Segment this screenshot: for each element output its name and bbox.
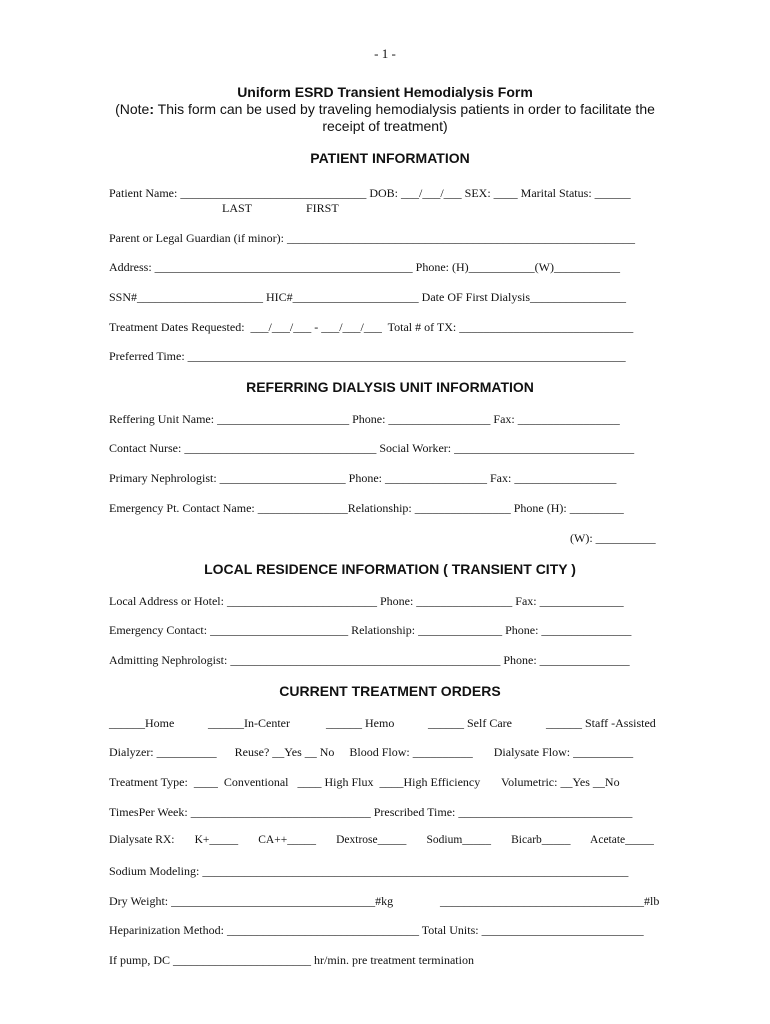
dry-weight-kg-row[interactable]: Dry Weight: __________________________________#kg <box>109 894 394 908</box>
patient-name-row[interactable]: Patient Name: _______________________________ DOB: ___/___/___ SEX: ____ Marital Status: ______ <box>109 186 631 200</box>
modality-hemo[interactable]: ______ Hemo <box>326 716 395 730</box>
referring-unit-row[interactable]: Reffering Unit Name: ______________________ Phone: _________________ Fax: _________________ <box>109 412 620 426</box>
note-colon: : <box>149 101 154 117</box>
treatment-type-row[interactable]: Treatment Type: ____ Conventional ____ High Flux ____High Efficiency Volumetric: __Yes __No <box>109 775 620 789</box>
guardian-row[interactable]: Parent or Legal Guardian (if minor): __________________________________________________________ <box>109 231 635 245</box>
label-last: LAST <box>222 201 252 215</box>
heparinization-row[interactable]: Heparinization Method: ________________________________ Total Units: ___________________________ <box>109 923 644 937</box>
referring-unit-heading: REFERRING DIALYSIS UNIT INFORMATION <box>246 379 534 395</box>
modality-staff-assisted[interactable]: ______ Staff -Assisted <box>546 716 656 730</box>
note-prefix: (Note <box>115 101 150 117</box>
form-title: Uniform ESRD Transient Hemodialysis Form <box>237 84 533 100</box>
contact-nurse-row[interactable]: Contact Nurse: ________________________________ Social Worker: ______________________________ <box>109 441 635 455</box>
pump-dc-row[interactable]: If pump, DC _______________________ hr/min. pre treatment termination <box>109 953 474 967</box>
local-residence-heading: LOCAL RESIDENCE INFORMATION ( TRANSIENT CITY ) <box>204 561 576 577</box>
form-note <box>110 101 660 135</box>
page-number: - 1 - <box>374 46 396 61</box>
local-emergency-row[interactable]: Emergency Contact: _______________________ Relationship: ______________ Phone: _______________ <box>109 623 632 637</box>
work-phone-row[interactable]: (W): __________ <box>570 531 656 545</box>
modality-in-center[interactable]: ______In-Center <box>208 716 290 730</box>
address-row[interactable]: Address: ___________________________________________ Phone: (H)___________(W)___________ <box>109 260 620 274</box>
local-address-row[interactable]: Local Address or Hotel: _________________________ Phone: ________________ Fax: ______________ <box>109 594 624 608</box>
dry-weight-lb-field[interactable]: __________________________________#lb <box>440 894 660 908</box>
sodium-modeling-row[interactable]: Sodium Modeling: _______________________________________________________________________ <box>109 864 629 878</box>
dialysate-rx-row[interactable]: Dialysate RX: K+_____ CA++_____ Dextrose_____ Sodium_____ Bicarb_____ Acetate_____ <box>109 834 654 846</box>
patient-info-heading: PATIENT INFORMATION <box>310 150 470 166</box>
treatment-orders-heading: CURRENT TREATMENT ORDERS <box>279 683 501 699</box>
preferred-time-row[interactable]: Preferred Time: _________________________________________________________________________ <box>109 349 626 363</box>
times-per-week-row[interactable]: TimesPer Week: ______________________________ Prescribed Time: _____________________________ <box>109 805 633 819</box>
label-first: FIRST <box>306 201 339 215</box>
treatment-dates-row[interactable]: Treatment Dates Requested: ___/___/___ - ___/___/___ Total # of TX: _____________________________ <box>109 320 634 334</box>
modality-self-care[interactable]: ______ Self Care <box>428 716 512 730</box>
primary-nephrologist-row[interactable]: Primary Nephrologist: _____________________ Phone: _________________ Fax: _________________ <box>109 471 617 485</box>
emergency-contact-row[interactable]: Emergency Pt. Contact Name: _______________Relationship: ________________ Phone (H): _________ <box>109 501 624 515</box>
modality-home[interactable]: ______Home <box>109 716 175 730</box>
note-text: This form can be used by traveling hemodialysis patients in order to facilitate the receipt of treatment) <box>154 101 655 134</box>
ssn-row[interactable]: SSN#_____________________ HIC#_____________________ Date OF First Dialysis________________ <box>109 290 627 304</box>
admitting-nephrologist-row[interactable]: Admitting Nephrologist: _____________________________________________ Phone: _______________ <box>109 653 630 667</box>
dialyzer-row[interactable]: Dialyzer: __________ Reuse? __Yes __ No Blood Flow: __________ Dialysate Flow: __________ <box>109 745 634 759</box>
